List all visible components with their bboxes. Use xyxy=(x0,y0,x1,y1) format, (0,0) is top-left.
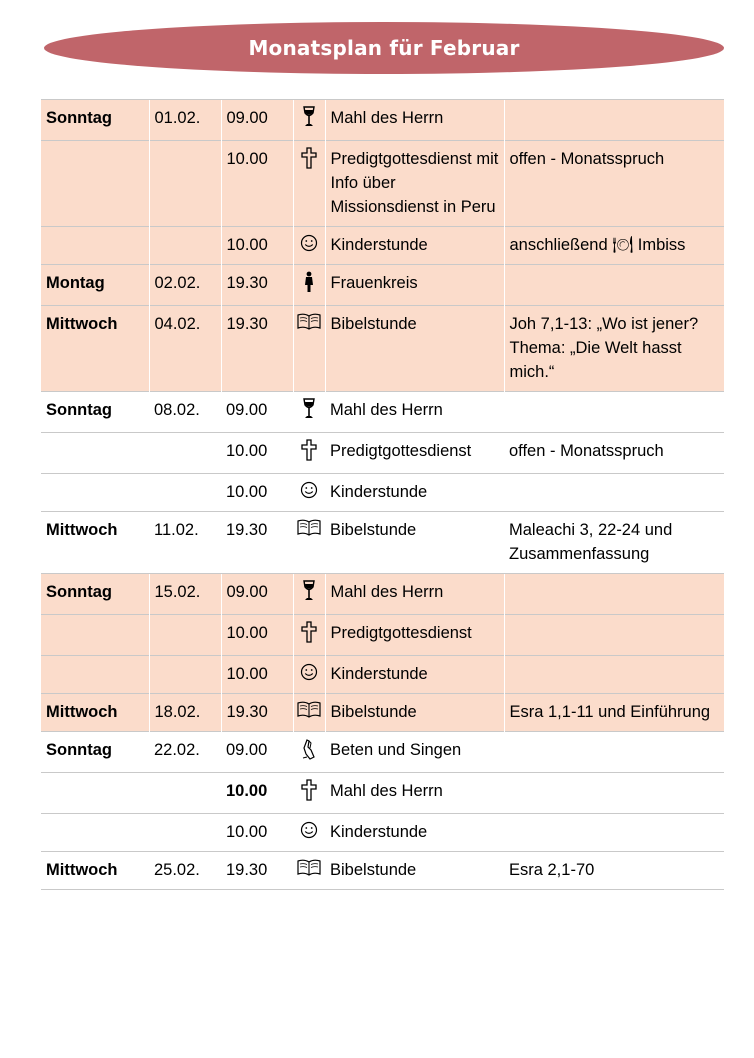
schedule-row xyxy=(41,512,724,574)
time-cell: 10.00 xyxy=(221,814,293,852)
icon-cell xyxy=(293,100,325,141)
schedule-row xyxy=(41,656,724,694)
date-cell xyxy=(149,773,221,814)
date-cell xyxy=(149,227,221,265)
icon-cell xyxy=(293,265,325,306)
event-cell: Kinderstunde xyxy=(325,656,504,694)
time-cell: 19.30 xyxy=(221,694,293,732)
schedule-row xyxy=(41,392,724,433)
event-cell: Kinderstunde xyxy=(325,227,504,265)
day-cell xyxy=(41,433,149,474)
schedule-row xyxy=(41,615,724,656)
time-cell: 10.00 xyxy=(221,141,293,227)
date-cell xyxy=(149,474,221,512)
schedule-row xyxy=(41,732,724,773)
icon-cell xyxy=(293,773,325,814)
event-cell: Bibelstunde xyxy=(325,512,504,574)
event-cell: Mahl des Herrn xyxy=(325,392,504,433)
note-cell xyxy=(504,100,724,141)
note-cell xyxy=(504,732,724,773)
event-cell: Kinderstunde xyxy=(325,814,504,852)
title-banner xyxy=(44,22,724,74)
event-cell: Kinderstunde xyxy=(325,474,504,512)
icon-cell xyxy=(293,474,325,512)
time-cell: 19.30 xyxy=(221,512,293,574)
event-cell: Beten und Singen xyxy=(325,732,504,773)
cross-icon xyxy=(301,627,317,645)
date-cell: 18.02. xyxy=(149,694,221,732)
time-cell: 10.00 xyxy=(221,227,293,265)
icon-cell xyxy=(293,814,325,852)
date-cell xyxy=(149,141,221,227)
date-cell: 15.02. xyxy=(149,574,221,615)
icon-cell xyxy=(293,392,325,433)
day-cell: Mittwoch xyxy=(41,512,149,574)
icon-cell xyxy=(293,852,325,890)
icon-cell xyxy=(293,574,325,615)
schedule-row xyxy=(41,474,724,512)
date-cell: 25.02. xyxy=(149,852,221,890)
time-cell: 10.00 xyxy=(221,474,293,512)
schedule-row xyxy=(41,852,724,890)
day-cell: Sonntag xyxy=(41,100,149,141)
day-cell: Sonntag xyxy=(41,732,149,773)
date-cell: 11.02. xyxy=(149,512,221,574)
praying-hands-icon xyxy=(300,744,318,762)
event-cell: Mahl des Herrn xyxy=(325,100,504,141)
chalice-icon xyxy=(302,112,316,130)
event-cell: Predigtgottesdienst xyxy=(325,615,504,656)
note-cell: Joh 7,1-13: „Wo ist jener? Thema: „Die Welt hasst mich.“ xyxy=(504,306,724,392)
book-icon xyxy=(297,521,321,539)
event-cell: Bibelstunde xyxy=(325,852,504,890)
icon-cell xyxy=(293,732,325,773)
event-cell: Frauenkreis xyxy=(325,265,504,306)
chalice-icon xyxy=(302,404,316,422)
note-cell xyxy=(504,574,724,615)
event-cell: Mahl des Herrn xyxy=(325,773,504,814)
schedule-row xyxy=(41,227,724,265)
day-cell: Mittwoch xyxy=(41,306,149,392)
schedule-row xyxy=(41,814,724,852)
date-cell: 01.02. xyxy=(149,100,221,141)
time-cell: 10.00 xyxy=(221,615,293,656)
cross-icon xyxy=(301,445,317,463)
note-cell: Maleachi 3, 22-24 und Zusammenfassung xyxy=(504,512,724,574)
note-cell xyxy=(504,474,724,512)
time-cell: 10.00 xyxy=(221,656,293,694)
day-cell xyxy=(41,474,149,512)
schedule-row xyxy=(41,100,724,141)
date-cell xyxy=(149,615,221,656)
event-cell: Predigtgottesdienst mit Info über Missionsdienst in Peru xyxy=(325,141,504,227)
event-cell: Bibelstunde xyxy=(325,306,504,392)
time-cell: 19.30 xyxy=(221,306,293,392)
icon-cell xyxy=(293,656,325,694)
schedule-row xyxy=(41,433,724,474)
schedule-row xyxy=(41,694,724,732)
day-cell: Sonntag xyxy=(41,392,149,433)
time-cell: 09.00 xyxy=(221,574,293,615)
time-cell: 19.30 xyxy=(221,265,293,306)
cross-icon xyxy=(301,785,317,803)
note-cell xyxy=(504,773,724,814)
schedule-row xyxy=(41,265,724,306)
page-title: Monatsplan für Februar xyxy=(248,36,520,60)
chalice-icon xyxy=(302,586,316,604)
event-cell: Mahl des Herrn xyxy=(325,574,504,615)
day-cell xyxy=(41,814,149,852)
icon-cell xyxy=(293,512,325,574)
event-cell: Bibelstunde xyxy=(325,694,504,732)
schedule-row xyxy=(41,141,724,227)
time-cell: 09.00 xyxy=(221,732,293,773)
note-cell xyxy=(504,615,724,656)
smiley-icon xyxy=(300,665,318,683)
cross-icon xyxy=(301,153,317,171)
icon-cell xyxy=(293,306,325,392)
date-cell: 22.02. xyxy=(149,732,221,773)
smiley-icon xyxy=(300,823,318,841)
note-cell: anschließend 🍽 Imbiss xyxy=(504,227,724,265)
schedule-table xyxy=(41,99,724,890)
event-cell: Predigtgottesdienst xyxy=(325,433,504,474)
day-cell xyxy=(41,773,149,814)
schedule-row xyxy=(41,306,724,392)
book-icon xyxy=(297,703,321,721)
icon-cell xyxy=(293,433,325,474)
day-cell: Sonntag xyxy=(41,574,149,615)
day-cell xyxy=(41,656,149,694)
date-cell xyxy=(149,656,221,694)
time-cell: 19.30 xyxy=(221,852,293,890)
book-icon xyxy=(297,861,321,879)
smiley-icon xyxy=(300,483,318,501)
date-cell: 02.02. xyxy=(149,265,221,306)
schedule-row xyxy=(41,773,724,814)
date-cell: 08.02. xyxy=(149,392,221,433)
note-cell: offen - Monatsspruch xyxy=(504,141,724,227)
day-cell: Mittwoch xyxy=(41,694,149,732)
woman-icon xyxy=(303,277,315,295)
time-cell: 09.00 xyxy=(221,392,293,433)
date-cell xyxy=(149,433,221,474)
icon-cell xyxy=(293,615,325,656)
time-cell: 10.00 xyxy=(221,773,293,814)
icon-cell xyxy=(293,227,325,265)
time-cell: 10.00 xyxy=(221,433,293,474)
schedule-row xyxy=(41,574,724,615)
note-cell: Esra 2,1-70 xyxy=(504,852,724,890)
day-cell xyxy=(41,227,149,265)
note-cell xyxy=(504,265,724,306)
day-cell: Montag xyxy=(41,265,149,306)
icon-cell xyxy=(293,141,325,227)
smiley-icon xyxy=(300,236,318,254)
note-cell xyxy=(504,814,724,852)
note-cell xyxy=(504,656,724,694)
date-cell: 04.02. xyxy=(149,306,221,392)
note-cell: offen - Monatsspruch xyxy=(504,433,724,474)
note-cell: Esra 1,1-11 und Einführung xyxy=(504,694,724,732)
time-cell: 09.00 xyxy=(221,100,293,141)
date-cell xyxy=(149,814,221,852)
note-cell xyxy=(504,392,724,433)
book-icon xyxy=(297,315,321,333)
day-cell: Mittwoch xyxy=(41,852,149,890)
day-cell xyxy=(41,141,149,227)
icon-cell xyxy=(293,694,325,732)
day-cell xyxy=(41,615,149,656)
